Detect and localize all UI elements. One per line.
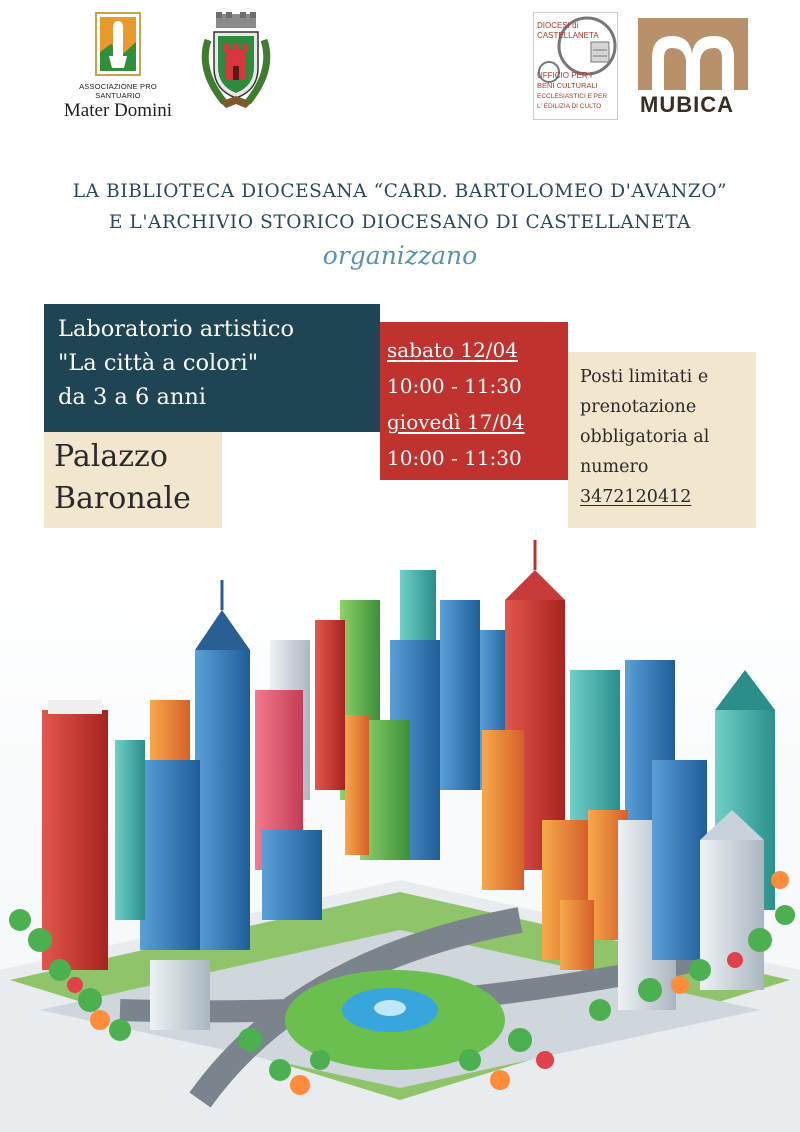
booking-line1: Posti limitati e	[580, 367, 709, 387]
diocesi-line5: ECCLESIASTICI E PER	[537, 93, 608, 100]
mubica-arch-icon	[638, 18, 748, 90]
event-title-line2: "La città a colori"	[58, 350, 259, 376]
diocesi-line6: L' EDILIZIA DI CULTO	[537, 103, 602, 110]
colorful-city-illustration	[0, 540, 800, 1132]
event-title-box	[44, 304, 380, 432]
event-age-range: da 3 a 6 anni	[58, 384, 207, 410]
booking-phone-link[interactable]: 3472120412	[580, 487, 692, 507]
mater-domini-name: Mater Domini	[63, 100, 173, 121]
schedule-day-2: giovedì 17/04	[387, 410, 525, 434]
schedule-box	[380, 322, 568, 480]
mater-domini-subtitle: ASSOCIAZIONE PRO SANTUARIO	[79, 82, 157, 100]
headline-line1: LA BIBLIOTECA DIOCESANA “CARD. BARTOLOMEO D'AVANZO”	[72, 181, 728, 202]
diocesi-line4: BENI CULTURALI	[537, 81, 598, 90]
organizer-verb: organizzano	[322, 241, 478, 270]
mater-domini-logo	[58, 10, 178, 120]
diocesi-line3: UFFICIO PER I	[537, 71, 593, 80]
booking-line2: prenotazione	[580, 397, 697, 417]
mubica-logo	[638, 18, 748, 118]
booking-box	[568, 352, 756, 528]
crest-icon	[194, 10, 278, 114]
diocesi-castellaneta-logo	[533, 12, 618, 120]
booking-line3: obbligatoria al	[580, 427, 710, 447]
schedule-time-2: 10:00 - 11:30	[387, 446, 522, 470]
venue-box	[44, 432, 222, 528]
diocesi-emblem-icon	[533, 12, 618, 120]
schedule-day-1: sabato 12/04	[387, 338, 518, 362]
venue-line1: Palazzo	[54, 439, 168, 474]
mater-domini-emblem-icon	[95, 12, 141, 76]
venue-line2: Baronale	[54, 481, 191, 516]
mubica-name: MUBICA	[640, 92, 734, 117]
municipal-crest-logo	[194, 10, 278, 120]
diocesi-line2: CASTELLANETA	[537, 31, 599, 40]
headline-line2: E L'ARCHIVIO STORICO DIOCESANO DI CASTELLANETA	[108, 212, 692, 233]
booking-line4: numero	[580, 457, 649, 477]
diocesi-line1: DIOCESI di	[537, 21, 579, 30]
schedule-time-1: 10:00 - 11:30	[387, 374, 522, 398]
headline	[0, 176, 800, 238]
event-title-line1: Laboratorio artistico	[58, 316, 295, 342]
